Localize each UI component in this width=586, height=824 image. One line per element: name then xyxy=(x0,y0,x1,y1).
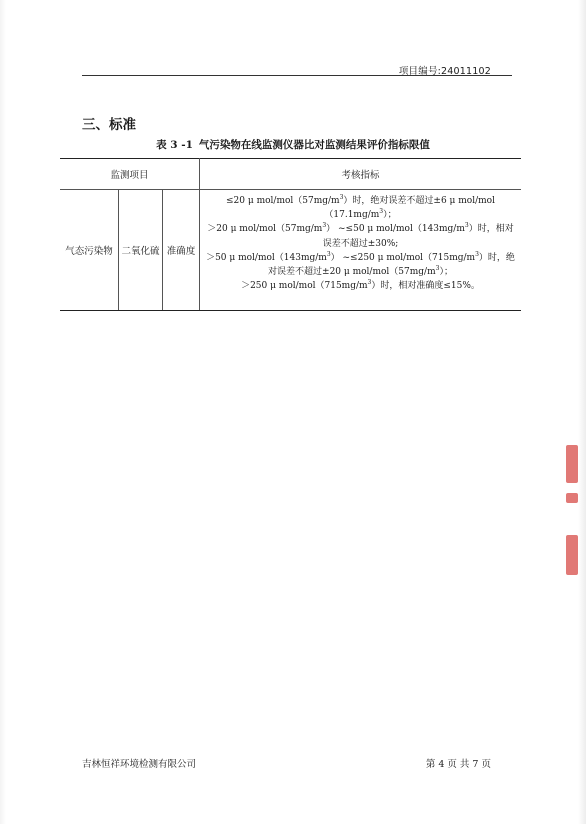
criteria-line-6: 对误差不超过±20 μ mol/$mol(57mg/m^3)$； xyxy=(268,265,453,278)
seal-stamp-edge xyxy=(562,445,582,595)
header-criteria: 考核指标 xyxy=(341,169,380,181)
table-caption xyxy=(0,137,586,152)
project-number: 项目编号:24011102 xyxy=(398,66,491,77)
table-bottom-rule xyxy=(60,310,521,311)
footer-page-number: 第 4 页 共 7 页 xyxy=(425,759,491,770)
header-rule xyxy=(82,75,512,76)
cell-metric: 准确度 xyxy=(166,245,196,257)
criteria-line-4: 误差不超过±30%; xyxy=(322,238,399,249)
criteria-line-2: $(17.1mg/m^3)$； xyxy=(324,208,397,221)
criteria-line-1: ≤20 μ mol/$mol(57mg/m^3)$时，绝对误差不超过±6 μ mol/mol xyxy=(226,194,495,206)
section-title: 三、标准 xyxy=(82,117,136,133)
table-caption-number: 表 3 -1 xyxy=(156,139,193,151)
criteria-line-3: ＞20 μ mol/$mol(57mg/m^3)$ ~≤50 μ mol/$mol(143mg/m^3)$时，相对 xyxy=(207,222,514,235)
footer-company: 吉林恒祥环境检测有限公司 xyxy=(82,759,197,770)
criteria-line-5: ＞50 μ mol/$mol(143mg/m^3)$ ~≤250 μ mol/$mol(715mg/m^3)$时，绝 xyxy=(206,250,515,263)
cell-category: 气态污染物 xyxy=(65,245,113,257)
table-caption-text: 气污染物在线监测仪器比对监测结果评价指标限值 xyxy=(198,139,430,151)
standards-table xyxy=(60,158,521,312)
criteria-text xyxy=(200,194,521,293)
criteria-line-7: ＞250 μ mol/$mol(715mg/m^3)$时，相对准确度≤15%。 xyxy=(241,279,480,292)
cell-pollutant: 二氧化硫 xyxy=(121,245,160,257)
header-monitoring-item: 监测项目 xyxy=(110,169,149,181)
